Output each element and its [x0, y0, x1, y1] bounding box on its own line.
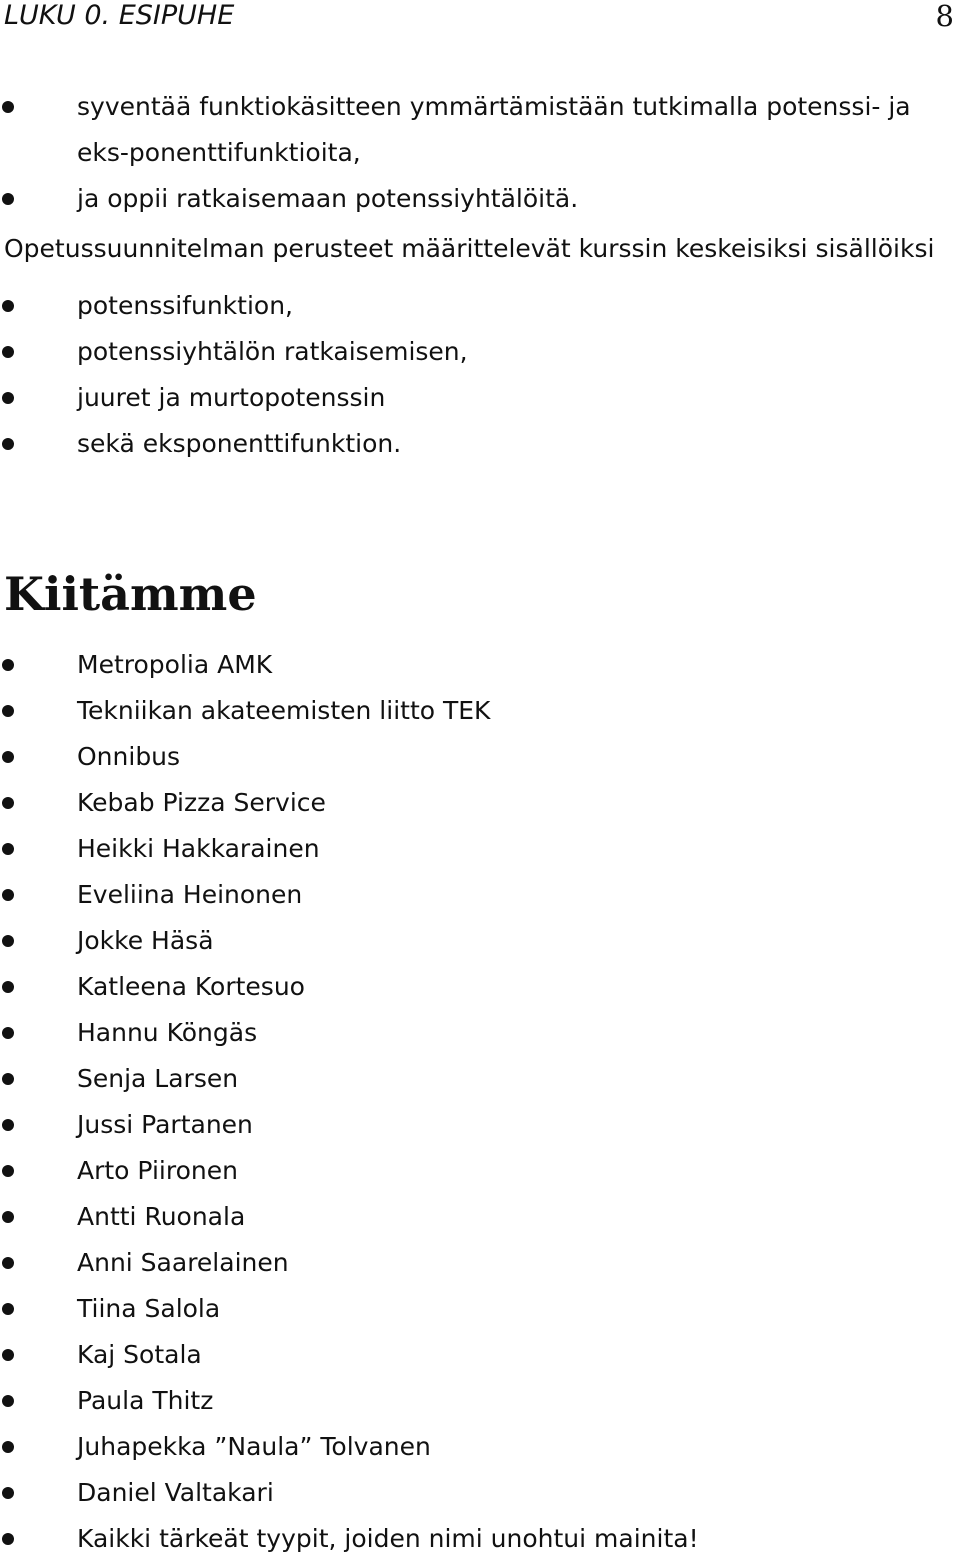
list-item-text: potenssifunktion,	[77, 291, 293, 320]
list-item	[0, 1378, 960, 1424]
list-item	[0, 1286, 960, 1332]
list-item-text: sekä eksponenttifunktion.	[77, 429, 402, 458]
list-item	[0, 780, 960, 826]
bullet-icon	[2, 797, 14, 809]
bullet-icon	[2, 843, 14, 855]
bullet-icon	[2, 981, 14, 993]
list-item-text: Arto Piironen	[77, 1156, 238, 1185]
list-item	[0, 1148, 960, 1194]
list-item	[0, 688, 960, 734]
list-item	[0, 1424, 960, 1470]
page-number: 8	[935, 0, 954, 33]
list-item-text: syventää funktiokäsitteen ymmärtämistään tutkimalla potenssi- ja eks-ponenttifunktioita,	[77, 92, 911, 167]
thanks-list	[0, 642, 960, 1562]
list-item-text: Kebab Pizza Service	[77, 788, 326, 817]
list-item	[0, 1056, 960, 1102]
list-item	[0, 1332, 960, 1378]
list-item-text: potenssiyhtälön ratkaisemisen,	[77, 337, 468, 366]
bullet-icon	[2, 751, 14, 763]
bullet-icon	[2, 1533, 14, 1545]
list-item-text: Paula Thitz	[77, 1386, 214, 1415]
list-item	[0, 918, 960, 964]
bullet-icon	[2, 1441, 14, 1453]
list-item-text: Katleena Kortesuo	[77, 972, 305, 1001]
bullet-icon	[2, 1257, 14, 1269]
bullet-icon	[2, 1395, 14, 1407]
bullet-icon	[2, 1487, 14, 1499]
content-list	[0, 283, 960, 467]
list-item-text: Senja Larsen	[77, 1064, 239, 1093]
list-item-text: Kaj Sotala	[77, 1340, 202, 1369]
list-item-text: Anni Saarelainen	[77, 1248, 289, 1277]
list-item	[0, 964, 960, 1010]
list-item-text: Tekniikan akateemisten liitto TEK	[77, 696, 491, 725]
list-item-text: Jokke Häsä	[77, 926, 214, 955]
list-item	[0, 283, 960, 329]
list-item	[0, 329, 960, 375]
bullet-icon	[2, 1165, 14, 1177]
list-item	[0, 1470, 960, 1516]
list-item	[0, 1194, 960, 1240]
bullet-icon	[2, 346, 14, 358]
bullet-icon	[2, 659, 14, 671]
list-item-text: ja oppii ratkaisemaan potenssiyhtälöitä.	[77, 184, 579, 213]
bullet-icon	[2, 935, 14, 947]
list-item	[0, 872, 960, 918]
list-item-text: Daniel Valtakari	[77, 1478, 274, 1507]
bullet-icon	[2, 1073, 14, 1085]
list-item-text: Tiina Salola	[77, 1294, 221, 1323]
list-item-text: Heikki Hakkarainen	[77, 834, 320, 863]
list-item	[0, 375, 960, 421]
goals-list	[0, 84, 960, 222]
list-item-text: Metropolia AMK	[77, 650, 273, 679]
running-header	[4, 0, 954, 32]
list-item-text: Onnibus	[77, 742, 181, 771]
list-item	[0, 642, 960, 688]
chapter-title: LUKU 0. ESIPUHE	[4, 0, 235, 31]
list-item	[0, 421, 960, 467]
bullet-icon	[2, 193, 14, 205]
list-item-text: juuret ja murtopotenssin	[77, 383, 386, 412]
list-item	[0, 1010, 960, 1056]
list-item	[0, 1240, 960, 1286]
bullet-icon	[2, 300, 14, 312]
list-item-text: Juhapekka ”Naula” Tolvanen	[77, 1432, 431, 1461]
bullet-icon	[2, 1211, 14, 1223]
bullet-icon	[2, 392, 14, 404]
bullet-icon	[2, 101, 14, 113]
list-item	[0, 826, 960, 872]
bullet-icon	[2, 1349, 14, 1361]
bullet-icon	[2, 705, 14, 717]
bullet-icon	[2, 1303, 14, 1315]
bullet-icon	[2, 438, 14, 450]
list-item	[0, 734, 960, 780]
list-item-text: Hannu Köngäs	[77, 1018, 258, 1047]
list-item-text: Eveliina Heinonen	[77, 880, 303, 909]
bullet-icon	[2, 1119, 14, 1131]
list-item-text: Antti Ruonala	[77, 1202, 246, 1231]
list-item	[0, 1516, 960, 1562]
list-item-text: Kaikki tärkeät tyypit, joiden nimi unohtui mainita!	[77, 1524, 699, 1553]
bullet-icon	[2, 1027, 14, 1039]
list-item	[0, 176, 960, 222]
list-item	[0, 1102, 960, 1148]
curriculum-paragraph: Opetussuunnitelman perusteet määrittelevät kurssin keskeisiksi sisällöiksi	[4, 234, 935, 263]
list-item	[0, 84, 960, 176]
bullet-icon	[2, 889, 14, 901]
list-item-text: Jussi Partanen	[77, 1110, 253, 1139]
section-heading: Kiitämme	[4, 567, 257, 621]
